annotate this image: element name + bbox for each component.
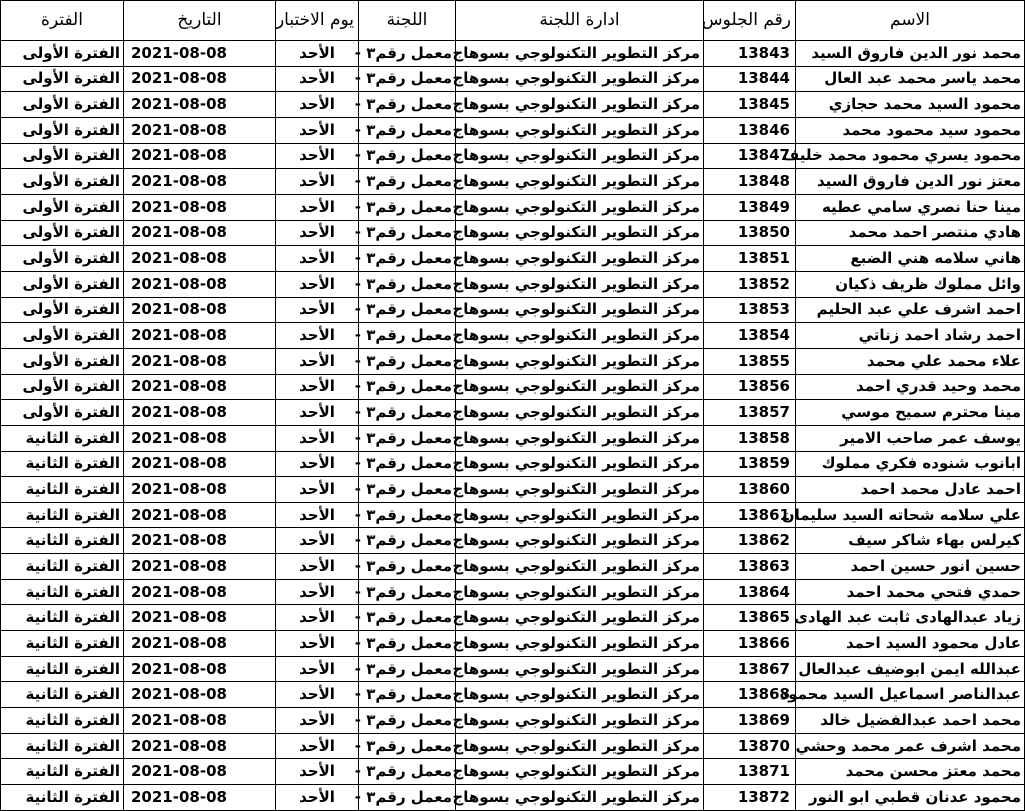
cell-name: حمدي فتحي محمد احمد bbox=[796, 579, 1025, 605]
cell-period: الفترة الثانية bbox=[1, 631, 124, 657]
cell-exam-day: الأحد bbox=[276, 220, 359, 246]
cell-committee-admin: مركز التطوير التكنولوجي بسوهاج bbox=[456, 92, 704, 118]
cell-committee-admin: مركز التطوير التكنولوجي بسوهاج bbox=[456, 579, 704, 605]
cell-period: الفترة الأولى bbox=[1, 92, 124, 118]
cell-period: الفترة الثانية bbox=[1, 733, 124, 759]
header-committee-admin: ادارة اللجنة bbox=[456, 1, 704, 41]
cell-name: محمد احمد عبدالفضيل خالد bbox=[796, 708, 1025, 734]
cell-committee-admin: مركز التطوير التكنولوجي بسوهاج bbox=[456, 271, 704, 297]
cell-name: محمد وحيد قدري احمد bbox=[796, 374, 1025, 400]
cell-committee: معمل رقم٣ - bbox=[359, 656, 456, 682]
header-name: الاسم bbox=[796, 1, 1025, 41]
cell-period: الفترة الأولى bbox=[1, 271, 124, 297]
cell-committee: معمل رقم٣ - bbox=[359, 194, 456, 220]
cell-date: 2021-08-08 bbox=[124, 66, 276, 92]
cell-name: عادل محمود السيد احمد bbox=[796, 631, 1025, 657]
cell-date: 2021-08-08 bbox=[124, 785, 276, 811]
cell-name: احمد رشاد احمد زناتي bbox=[796, 323, 1025, 349]
cell-name: ابانوب شنوده فكري مملوك bbox=[796, 451, 1025, 477]
table-row bbox=[1, 425, 1025, 451]
cell-seat-number: 13856 bbox=[704, 374, 796, 400]
cell-exam-day: الأحد bbox=[276, 297, 359, 323]
cell-exam-day: الأحد bbox=[276, 477, 359, 503]
cell-name: معتز نور الدين فاروق السيد bbox=[796, 169, 1025, 195]
cell-seat-number: 13845 bbox=[704, 92, 796, 118]
table-row bbox=[1, 297, 1025, 323]
cell-date: 2021-08-08 bbox=[124, 323, 276, 349]
cell-name: وائل مملوك ظريف ذكيان bbox=[796, 271, 1025, 297]
cell-period: الفترة الأولى bbox=[1, 66, 124, 92]
cell-name: هاني سلامه هني الضبع bbox=[796, 246, 1025, 272]
cell-seat-number: 13872 bbox=[704, 785, 796, 811]
cell-date: 2021-08-08 bbox=[124, 656, 276, 682]
cell-exam-day: الأحد bbox=[276, 169, 359, 195]
cell-period: الفترة الثانية bbox=[1, 554, 124, 580]
cell-exam-day: الأحد bbox=[276, 271, 359, 297]
cell-committee: معمل رقم٣ - bbox=[359, 271, 456, 297]
cell-name: مينا محترم سميح موسي bbox=[796, 400, 1025, 426]
cell-committee: معمل رقم٣ - bbox=[359, 66, 456, 92]
cell-period: الفترة الثانية bbox=[1, 759, 124, 785]
cell-committee-admin: مركز التطوير التكنولوجي بسوهاج bbox=[456, 785, 704, 811]
cell-committee: معمل رقم٣ - bbox=[359, 246, 456, 272]
cell-committee-admin: مركز التطوير التكنولوجي بسوهاج bbox=[456, 759, 704, 785]
cell-committee: معمل رقم٣ - bbox=[359, 92, 456, 118]
cell-committee-admin: مركز التطوير التكنولوجي بسوهاج bbox=[456, 425, 704, 451]
cell-committee-admin: مركز التطوير التكنولوجي بسوهاج bbox=[456, 631, 704, 657]
cell-committee: معمل رقم٣ - bbox=[359, 631, 456, 657]
cell-committee-admin: مركز التطوير التكنولوجي بسوهاج bbox=[456, 477, 704, 503]
cell-committee: معمل رقم٣ - bbox=[359, 169, 456, 195]
cell-date: 2021-08-08 bbox=[124, 759, 276, 785]
table-body bbox=[1, 41, 1025, 811]
cell-period: الفترة الأولى bbox=[1, 297, 124, 323]
cell-seat-number: 13860 bbox=[704, 477, 796, 503]
cell-period: الفترة الثانية bbox=[1, 579, 124, 605]
cell-date: 2021-08-08 bbox=[124, 733, 276, 759]
cell-name: عبدالله ايمن ابوضيف عبدالعال bbox=[796, 656, 1025, 682]
cell-seat-number: 13867 bbox=[704, 656, 796, 682]
cell-date: 2021-08-08 bbox=[124, 400, 276, 426]
cell-name: علاء محمد علي محمد bbox=[796, 348, 1025, 374]
cell-period: الفترة الثانية bbox=[1, 785, 124, 811]
cell-exam-day: الأحد bbox=[276, 605, 359, 631]
cell-committee-admin: مركز التطوير التكنولوجي بسوهاج bbox=[456, 400, 704, 426]
cell-exam-day: الأحد bbox=[276, 656, 359, 682]
cell-exam-day: الأحد bbox=[276, 579, 359, 605]
cell-period: الفترة الثانية bbox=[1, 502, 124, 528]
cell-committee: معمل رقم٣ - bbox=[359, 759, 456, 785]
cell-seat-number: 13846 bbox=[704, 117, 796, 143]
cell-exam-day: الأحد bbox=[276, 92, 359, 118]
cell-exam-day: الأحد bbox=[276, 502, 359, 528]
cell-exam-day: الأحد bbox=[276, 246, 359, 272]
cell-seat-number: 13844 bbox=[704, 66, 796, 92]
cell-exam-day: الأحد bbox=[276, 631, 359, 657]
cell-date: 2021-08-08 bbox=[124, 169, 276, 195]
cell-period: الفترة الثانية bbox=[1, 451, 124, 477]
table-row bbox=[1, 528, 1025, 554]
cell-date: 2021-08-08 bbox=[124, 682, 276, 708]
cell-committee-admin: مركز التطوير التكنولوجي بسوهاج bbox=[456, 605, 704, 631]
cell-exam-day: الأحد bbox=[276, 785, 359, 811]
cell-committee-admin: مركز التطوير التكنولوجي بسوهاج bbox=[456, 656, 704, 682]
cell-date: 2021-08-08 bbox=[124, 220, 276, 246]
cell-date: 2021-08-08 bbox=[124, 579, 276, 605]
table-row bbox=[1, 554, 1025, 580]
cell-committee-admin: مركز التطوير التكنولوجي بسوهاج bbox=[456, 220, 704, 246]
cell-committee-admin: مركز التطوير التكنولوجي بسوهاج bbox=[456, 348, 704, 374]
cell-committee-admin: مركز التطوير التكنولوجي بسوهاج bbox=[456, 708, 704, 734]
table-row bbox=[1, 579, 1025, 605]
table-row bbox=[1, 477, 1025, 503]
cell-name: كيرلس بهاء شاكر سيف bbox=[796, 528, 1025, 554]
cell-name: محمود سيد محمود محمد bbox=[796, 117, 1025, 143]
cell-committee: معمل رقم٣ - bbox=[359, 41, 456, 67]
cell-name: محمود يسري محمود محمد خليف bbox=[796, 143, 1025, 169]
cell-seat-number: 13852 bbox=[704, 271, 796, 297]
cell-exam-day: الأحد bbox=[276, 759, 359, 785]
cell-date: 2021-08-08 bbox=[124, 451, 276, 477]
cell-committee-admin: مركز التطوير التكنولوجي بسوهاج bbox=[456, 733, 704, 759]
cell-seat-number: 13855 bbox=[704, 348, 796, 374]
cell-committee-admin: مركز التطوير التكنولوجي بسوهاج bbox=[456, 297, 704, 323]
header-period: الفترة bbox=[1, 1, 124, 41]
cell-seat-number: 13866 bbox=[704, 631, 796, 657]
table-row bbox=[1, 733, 1025, 759]
cell-committee: معمل رقم٣ - bbox=[359, 785, 456, 811]
table-header bbox=[1, 1, 1025, 41]
cell-exam-day: الأحد bbox=[276, 400, 359, 426]
cell-exam-day: الأحد bbox=[276, 41, 359, 67]
cell-date: 2021-08-08 bbox=[124, 117, 276, 143]
cell-committee-admin: مركز التطوير التكنولوجي بسوهاج bbox=[456, 66, 704, 92]
cell-period: الفترة الأولى bbox=[1, 117, 124, 143]
cell-date: 2021-08-08 bbox=[124, 374, 276, 400]
cell-period: الفترة الأولى bbox=[1, 220, 124, 246]
cell-date: 2021-08-08 bbox=[124, 297, 276, 323]
cell-committee-admin: مركز التطوير التكنولوجي بسوهاج bbox=[456, 554, 704, 580]
table-row bbox=[1, 271, 1025, 297]
cell-seat-number: 13847 bbox=[704, 143, 796, 169]
table-row bbox=[1, 502, 1025, 528]
cell-exam-day: الأحد bbox=[276, 733, 359, 759]
header-seat-number: رقم الجلوس bbox=[704, 1, 796, 41]
cell-exam-day: الأحد bbox=[276, 323, 359, 349]
cell-date: 2021-08-08 bbox=[124, 143, 276, 169]
cell-date: 2021-08-08 bbox=[124, 502, 276, 528]
table-row bbox=[1, 194, 1025, 220]
cell-committee-admin: مركز التطوير التكنولوجي بسوهاج bbox=[456, 682, 704, 708]
cell-committee: معمل رقم٣ - bbox=[359, 400, 456, 426]
cell-name: حسين انور حسين احمد bbox=[796, 554, 1025, 580]
cell-period: الفترة الثانية bbox=[1, 605, 124, 631]
cell-committee: معمل رقم٣ - bbox=[359, 733, 456, 759]
cell-period: الفترة الأولى bbox=[1, 143, 124, 169]
cell-name: محمود عدنان قطبي ابو النور bbox=[796, 785, 1025, 811]
header-row bbox=[1, 1, 1025, 41]
cell-committee-admin: مركز التطوير التكنولوجي بسوهاج bbox=[456, 41, 704, 67]
cell-date: 2021-08-08 bbox=[124, 41, 276, 67]
cell-committee-admin: مركز التطوير التكنولوجي بسوهاج bbox=[456, 323, 704, 349]
cell-committee: معمل رقم٣ - bbox=[359, 348, 456, 374]
cell-seat-number: 13864 bbox=[704, 579, 796, 605]
cell-seat-number: 13859 bbox=[704, 451, 796, 477]
cell-exam-day: الأحد bbox=[276, 348, 359, 374]
cell-committee: معمل رقم٣ - bbox=[359, 117, 456, 143]
cell-committee: معمل رقم٣ - bbox=[359, 143, 456, 169]
cell-name: مينا حنا نصري سامي عطيه bbox=[796, 194, 1025, 220]
cell-committee: معمل رقم٣ - bbox=[359, 477, 456, 503]
table-row bbox=[1, 323, 1025, 349]
cell-committee: معمل رقم٣ - bbox=[359, 323, 456, 349]
header-date: التاريخ bbox=[124, 1, 276, 41]
cell-name: محمد معتز محسن محمد bbox=[796, 759, 1025, 785]
cell-committee-admin: مركز التطوير التكنولوجي بسوهاج bbox=[456, 528, 704, 554]
cell-period: الفترة الثانية bbox=[1, 656, 124, 682]
cell-seat-number: 13869 bbox=[704, 708, 796, 734]
cell-seat-number: 13848 bbox=[704, 169, 796, 195]
table-row bbox=[1, 117, 1025, 143]
cell-committee: معمل رقم٣ - bbox=[359, 220, 456, 246]
cell-name: محمد ياسر محمد عبد العال bbox=[796, 66, 1025, 92]
cell-committee-admin: مركز التطوير التكنولوجي بسوهاج bbox=[456, 194, 704, 220]
cell-seat-number: 13868 bbox=[704, 682, 796, 708]
cell-period: الفترة الأولى bbox=[1, 194, 124, 220]
cell-seat-number: 13861 bbox=[704, 502, 796, 528]
cell-seat-number: 13858 bbox=[704, 425, 796, 451]
cell-exam-day: الأحد bbox=[276, 554, 359, 580]
cell-period: الفترة الثانية bbox=[1, 682, 124, 708]
header-exam-day: يوم الاختبار bbox=[276, 1, 359, 41]
cell-seat-number: 13851 bbox=[704, 246, 796, 272]
table-row bbox=[1, 400, 1025, 426]
header-committee: اللجنة bbox=[359, 1, 456, 41]
cell-seat-number: 13865 bbox=[704, 605, 796, 631]
cell-period: الفترة الأولى bbox=[1, 374, 124, 400]
cell-committee-admin: مركز التطوير التكنولوجي بسوهاج bbox=[456, 143, 704, 169]
table-row bbox=[1, 92, 1025, 118]
cell-committee: معمل رقم٣ - bbox=[359, 579, 456, 605]
cell-exam-day: الأحد bbox=[276, 528, 359, 554]
cell-period: الفترة الثانية bbox=[1, 477, 124, 503]
cell-date: 2021-08-08 bbox=[124, 631, 276, 657]
cell-seat-number: 13857 bbox=[704, 400, 796, 426]
cell-exam-day: الأحد bbox=[276, 117, 359, 143]
cell-date: 2021-08-08 bbox=[124, 605, 276, 631]
cell-seat-number: 13862 bbox=[704, 528, 796, 554]
table-row bbox=[1, 631, 1025, 657]
cell-exam-day: الأحد bbox=[276, 682, 359, 708]
cell-name: احمد عادل محمد احمد bbox=[796, 477, 1025, 503]
cell-exam-day: الأحد bbox=[276, 451, 359, 477]
cell-committee: معمل رقم٣ - bbox=[359, 451, 456, 477]
cell-date: 2021-08-08 bbox=[124, 528, 276, 554]
cell-date: 2021-08-08 bbox=[124, 708, 276, 734]
cell-period: الفترة الأولى bbox=[1, 348, 124, 374]
table-row bbox=[1, 348, 1025, 374]
cell-date: 2021-08-08 bbox=[124, 194, 276, 220]
table-row bbox=[1, 143, 1025, 169]
cell-seat-number: 13843 bbox=[704, 41, 796, 67]
table-row bbox=[1, 246, 1025, 272]
table-row bbox=[1, 220, 1025, 246]
table-row bbox=[1, 682, 1025, 708]
cell-committee: معمل رقم٣ - bbox=[359, 708, 456, 734]
cell-committee: معمل رقم٣ - bbox=[359, 425, 456, 451]
cell-exam-day: الأحد bbox=[276, 194, 359, 220]
table-row bbox=[1, 708, 1025, 734]
cell-date: 2021-08-08 bbox=[124, 246, 276, 272]
cell-date: 2021-08-08 bbox=[124, 477, 276, 503]
cell-date: 2021-08-08 bbox=[124, 92, 276, 118]
cell-period: الفترة الثانية bbox=[1, 708, 124, 734]
cell-committee-admin: مركز التطوير التكنولوجي بسوهاج bbox=[456, 246, 704, 272]
cell-committee: معمل رقم٣ - bbox=[359, 502, 456, 528]
cell-name: محمد اشرف عمر محمد وحشي bbox=[796, 733, 1025, 759]
cell-seat-number: 13863 bbox=[704, 554, 796, 580]
cell-seat-number: 13870 bbox=[704, 733, 796, 759]
cell-name: هادي منتصر احمد محمد bbox=[796, 220, 1025, 246]
cell-name: عبدالناصر اسماعيل السيد محمود bbox=[796, 682, 1025, 708]
cell-period: الفترة الثانية bbox=[1, 425, 124, 451]
cell-seat-number: 13853 bbox=[704, 297, 796, 323]
cell-exam-day: الأحد bbox=[276, 708, 359, 734]
cell-name: محمود السيد محمد حجازي bbox=[796, 92, 1025, 118]
cell-committee-admin: مركز التطوير التكنولوجي بسوهاج bbox=[456, 502, 704, 528]
cell-period: الفترة الأولى bbox=[1, 41, 124, 67]
cell-name: علي سلامه شحاته السيد سليمان bbox=[796, 502, 1025, 528]
cell-exam-day: الأحد bbox=[276, 143, 359, 169]
table-row bbox=[1, 451, 1025, 477]
cell-committee: معمل رقم٣ - bbox=[359, 682, 456, 708]
table-row bbox=[1, 66, 1025, 92]
cell-period: الفترة الثانية bbox=[1, 528, 124, 554]
cell-committee: معمل رقم٣ - bbox=[359, 297, 456, 323]
cell-name: محمد نور الدين فاروق السيد bbox=[796, 41, 1025, 67]
cell-exam-day: الأحد bbox=[276, 425, 359, 451]
cell-name: احمد اشرف علي عبد الحليم bbox=[796, 297, 1025, 323]
cell-seat-number: 13850 bbox=[704, 220, 796, 246]
cell-committee-admin: مركز التطوير التكنولوجي بسوهاج bbox=[456, 169, 704, 195]
table-row bbox=[1, 605, 1025, 631]
cell-committee: معمل رقم٣ - bbox=[359, 528, 456, 554]
cell-committee-admin: مركز التطوير التكنولوجي بسوهاج bbox=[456, 374, 704, 400]
cell-seat-number: 13871 bbox=[704, 759, 796, 785]
cell-date: 2021-08-08 bbox=[124, 271, 276, 297]
table-row bbox=[1, 41, 1025, 67]
cell-committee: معمل رقم٣ - bbox=[359, 605, 456, 631]
cell-date: 2021-08-08 bbox=[124, 348, 276, 374]
cell-committee: معمل رقم٣ - bbox=[359, 554, 456, 580]
table-row bbox=[1, 759, 1025, 785]
cell-period: الفترة الأولى bbox=[1, 169, 124, 195]
cell-committee: معمل رقم٣ - bbox=[359, 374, 456, 400]
table-row bbox=[1, 656, 1025, 682]
cell-name: يوسف عمر صاحب الامير bbox=[796, 425, 1025, 451]
cell-date: 2021-08-08 bbox=[124, 554, 276, 580]
cell-committee-admin: مركز التطوير التكنولوجي بسوهاج bbox=[456, 451, 704, 477]
cell-period: الفترة الأولى bbox=[1, 323, 124, 349]
cell-period: الفترة الأولى bbox=[1, 246, 124, 272]
cell-committee-admin: مركز التطوير التكنولوجي بسوهاج bbox=[456, 117, 704, 143]
cell-period: الفترة الأولى bbox=[1, 400, 124, 426]
cell-seat-number: 13854 bbox=[704, 323, 796, 349]
cell-exam-day: الأحد bbox=[276, 66, 359, 92]
cell-seat-number: 13849 bbox=[704, 194, 796, 220]
cell-date: 2021-08-08 bbox=[124, 425, 276, 451]
table-row bbox=[1, 169, 1025, 195]
cell-name: زياد عبدالهادى ثابت عبد الهادى bbox=[796, 605, 1025, 631]
table-row bbox=[1, 785, 1025, 811]
cell-exam-day: الأحد bbox=[276, 374, 359, 400]
table-row bbox=[1, 374, 1025, 400]
